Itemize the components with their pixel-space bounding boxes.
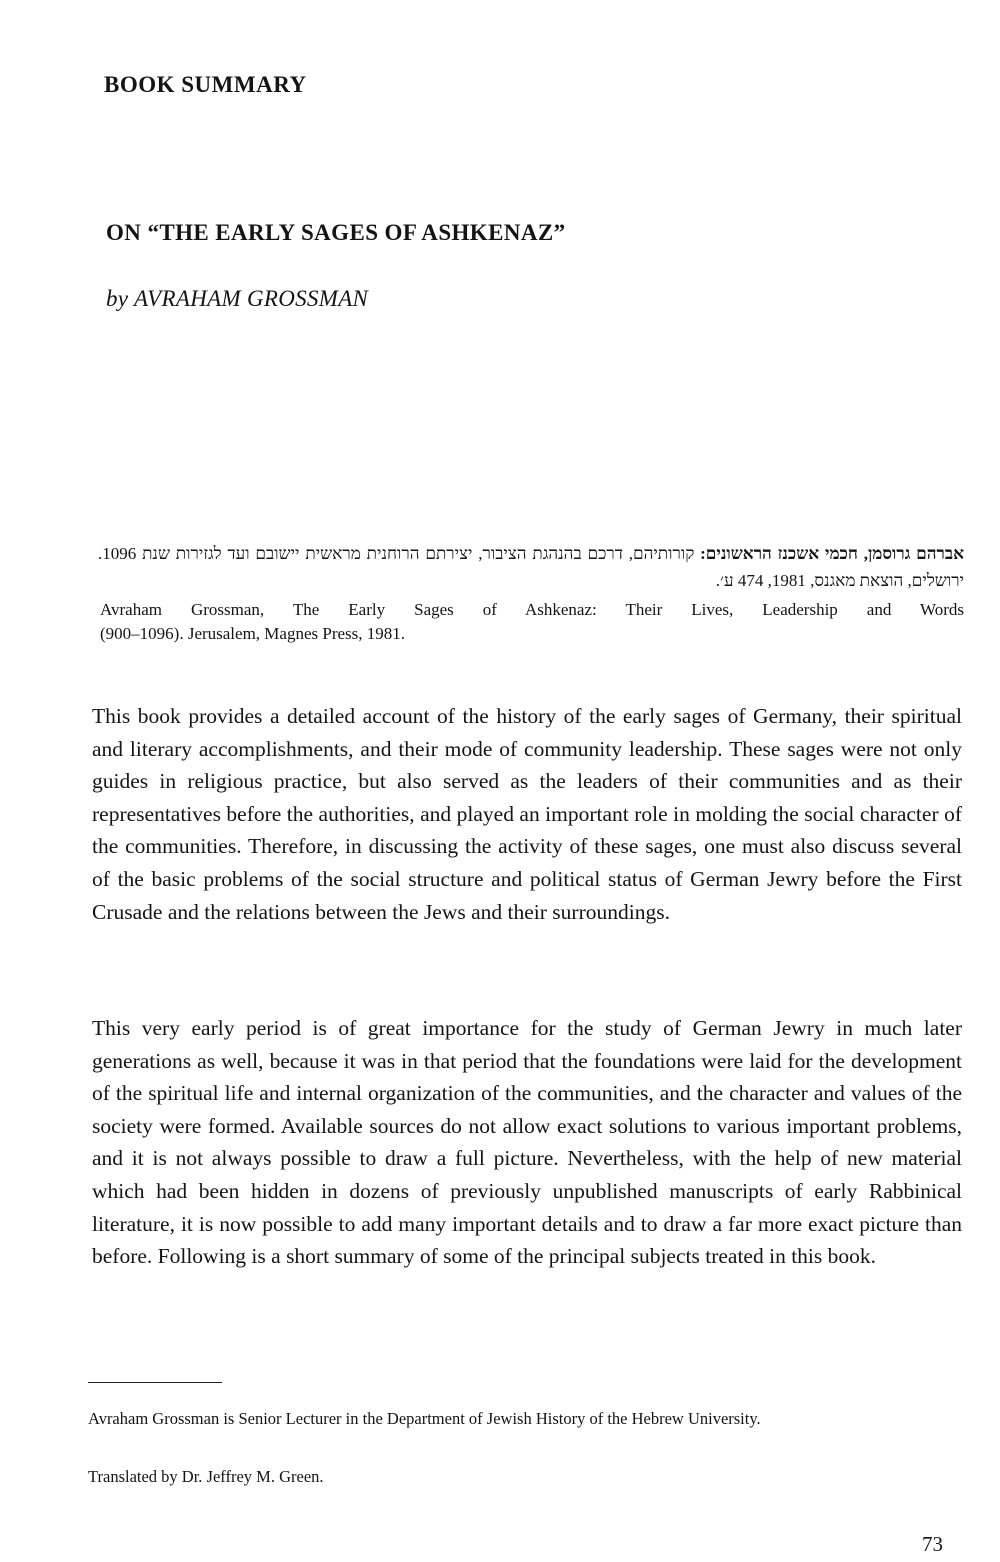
hebrew-citation	[98, 540, 964, 594]
article-title: ON “THE EARLY SAGES OF ASHKENAZ”	[106, 220, 566, 245]
english-citation-line-1: Avraham Grossman, The Early Sages of Ashkenaz: Their Lives, Leadership and Words	[100, 600, 964, 619]
hebrew-citation-title: אברהם גרוסמן, חכמי אשכנז הראשונים:	[700, 544, 964, 563]
page-number: 73	[922, 1532, 943, 1556]
footnote-divider	[88, 1382, 222, 1383]
footnote-author: Avraham Grossman is Senior Lecturer in the Department of Jewish History of the Hebrew University.	[88, 1409, 761, 1428]
hebrew-citation-details: קורותיהם, דרכם בהנהגת הציבור, יצירתם הרוחנית מראשית יישובם ועד לגזירות שנת 1096. ירושלים, הוצאת מאגנס, 1981, 474 ע׳.	[98, 544, 964, 590]
footnote-translator: Translated by Dr. Jeffrey M. Green.	[88, 1467, 324, 1486]
body-paragraph-2: This very early period is of great importance for the study of German Jewry in much later generations as well, because it was in that period that the foundations were laid for the development of the spiritual life and internal organization of the communities, and the character and values of the society were formed. Available sources do not allow exact solutions to various important problems, and it is not always possible to draw a full picture. Nevertheless, with the help of new material which had been hidden in dozens of previously unpublished manuscripts of early Rabbinical literature, it is now possible to add many important details and to draw a far more exact picture than before. Following is a short summary of some of the principal subjects treated in this book.	[92, 1016, 962, 1269]
body-paragraph-1: This book provides a detailed account of the history of the early sages of Germany, their spiritual and literary accomplishments, and their mode of community leadership. These sages were not only guides in religious practice, but also served as the leaders of their communities and as their representatives before the authorities, and played an important role in molding the social character of the communities. Therefore, in discussing the activity of these sages, one must also discuss several of the basic problems of the social structure and political status of German Jewry before the First Crusade and the relations between the Jews and their surroundings.	[92, 704, 962, 924]
section-label: BOOK SUMMARY	[104, 72, 307, 97]
english-citation	[100, 598, 964, 646]
english-citation-line-2: (900–1096). Jerusalem, Magnes Press, 1981.	[100, 624, 406, 643]
author-byline: by AVRAHAM GROSSMAN	[106, 286, 369, 311]
